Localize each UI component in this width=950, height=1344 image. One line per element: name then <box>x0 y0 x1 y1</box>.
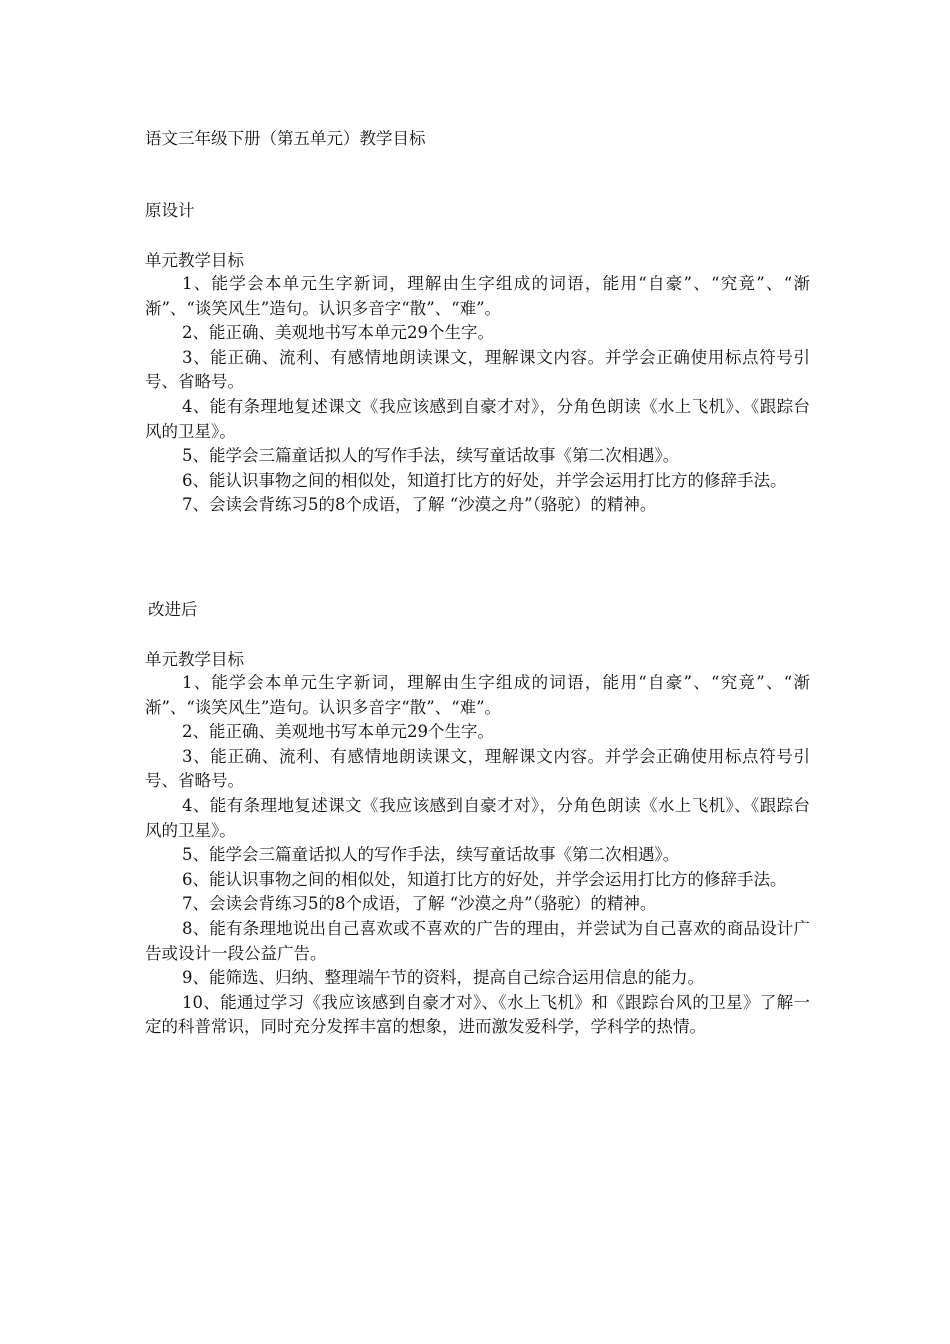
improved-goal-2: 2、能正确、美观地书写本单元29个生字。 <box>182 722 494 742</box>
improved-goal-7: 7、会读会背练习5的8个成语，了解 “沙漠之舟”（骆驼）的精神。 <box>182 894 657 914</box>
original-design-label: 原设计 <box>145 201 195 220</box>
original-goals-list <box>145 272 810 518</box>
improved-goal-5: 5、能学会三篇童话拟人的写作手法，续写童话故事《第二次相遇》。 <box>182 845 680 865</box>
document-title: 语文三年级下册（第五单元）教学目标 <box>145 129 426 148</box>
original-goal-7: 7、会读会背练习5的8个成语，了解 “沙漠之舟”（骆驼）的精神。 <box>182 495 657 515</box>
improved-goal-10: 10、能通过学习《我应该感到自豪才对》、《水上飞机》和《跟踪台风的卫星》了解一定的科普常识，同时充分发挥丰富的想象，进而激发爱科学，学科学的热情。 <box>145 992 810 1037</box>
improved-design-section <box>145 599 810 1040</box>
improved-design-label: 改进后 <box>148 600 198 619</box>
original-goal-2: 2、能正确、美观地书写本单元29个生字。 <box>182 323 494 343</box>
original-goal-6: 6、能认识事物之间的相似处，知道打比方的好处，并学会运用打比方的修辞手法。 <box>182 470 787 490</box>
original-design-section <box>145 200 810 518</box>
original-goal-5: 5、能学会三篇童话拟人的写作手法，续写童话故事《第二次相遇》。 <box>182 446 680 466</box>
improved-goals-list <box>145 671 810 1040</box>
original-goal-1: 1、能学会本单元生字新词，理解由生字组成的词语，能用“自豪”、“究竟”、“渐渐”、“谈笑风生”造句。认识多音字“散”、“难”。 <box>145 274 810 318</box>
original-goal-4: 4、能有条理地复述课文《我应该感到自豪才对》，分角色朗读《水上飞机》、《跟踪台风的卫星》。 <box>145 396 810 441</box>
original-goal-3: 3、能正确、流利、有感情地朗读课文，理解课文内容。并学会正确使用标点符号引号、省略号。 <box>145 347 810 392</box>
improved-goal-8: 8、能有条理地说出自己喜欢或不喜欢的广告的理由，并尝试为自己喜欢的商品设计广告或设计一段公益广告。 <box>145 918 810 963</box>
improved-goal-6: 6、能认识事物之间的相似处，知道打比方的好处，并学会运用打比方的修辞手法。 <box>182 869 787 889</box>
original-unit-goals-heading: 单元教学目标 <box>145 251 244 270</box>
improved-goal-1: 1、能学会本单元生字新词，理解由生字组成的词语，能用“自豪”、“究竟”、“渐渐”、“谈笑风生”造句。认识多音字“散”、“难”。 <box>145 673 810 717</box>
improved-goal-4: 4、能有条理地复述课文《我应该感到自豪才对》，分角色朗读《水上飞机》、《跟踪台风的卫星》。 <box>145 795 810 840</box>
improved-goal-3: 3、能正确、流利、有感情地朗读课文，理解课文内容。并学会正确使用标点符号引号、省略号。 <box>145 746 810 791</box>
improved-goal-9: 9、能筛选、归纳、整理端午节的资料，提高自己综合运用信息的能力。 <box>182 968 704 988</box>
improved-unit-goals-heading: 单元教学目标 <box>145 650 244 669</box>
